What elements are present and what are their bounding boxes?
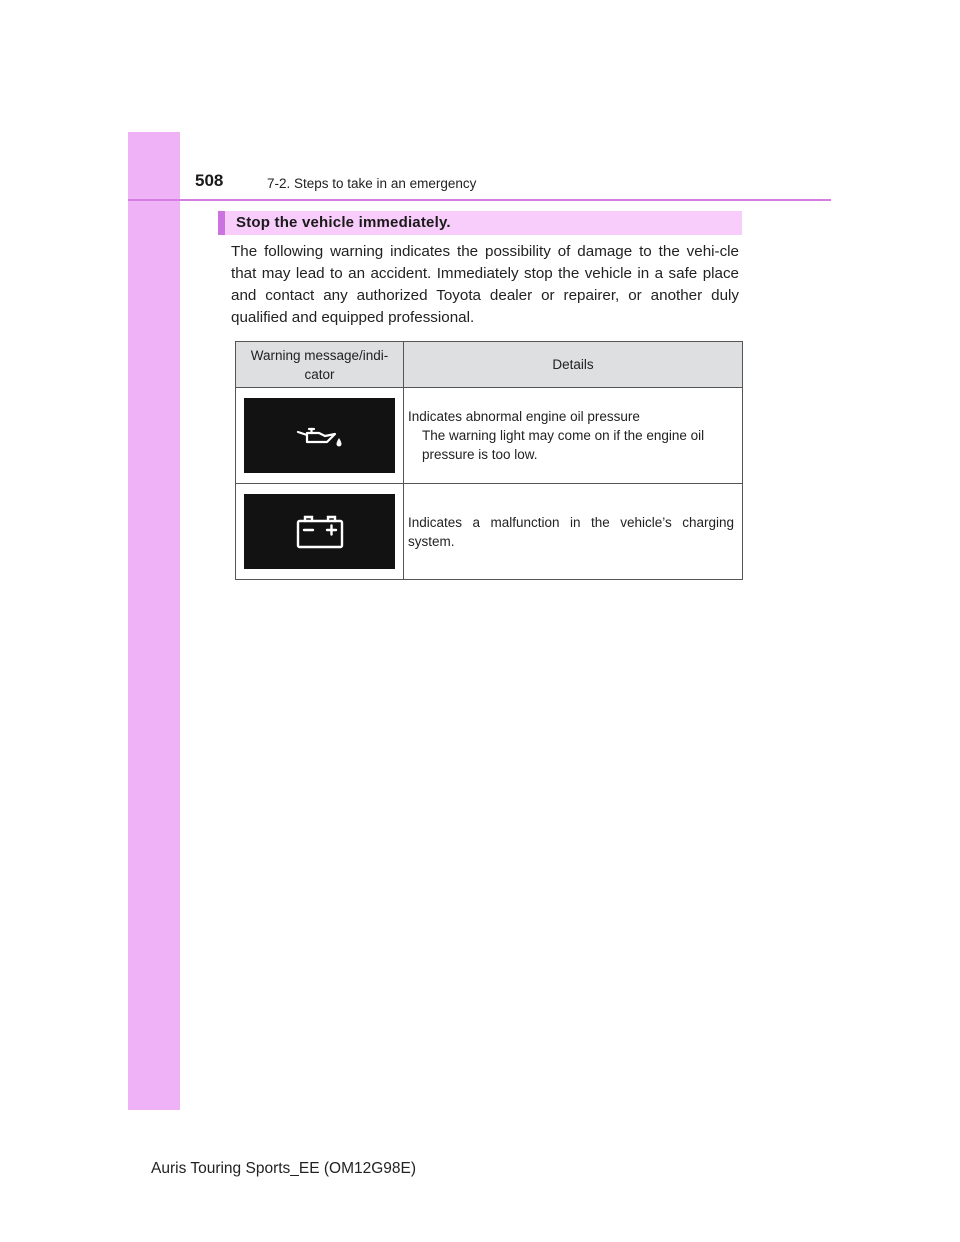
- table-header-indicator: Warning message/indi-cator: [236, 342, 404, 388]
- section-header: 7-2. Steps to take in an emergency: [267, 176, 477, 191]
- detail-note: The warning light may come on if the engine oil pressure is too low.: [422, 428, 705, 462]
- detail-text: Indicates abnormal engine oil pressure: [408, 409, 640, 424]
- footer-model-code: Auris Touring Sports_EE (OM12G98E): [151, 1160, 417, 1177]
- charging-system-warning-icon: [244, 494, 395, 569]
- page-number: 508: [195, 171, 224, 190]
- table-header-row: [236, 342, 743, 388]
- warning-table: [235, 341, 743, 580]
- header-rule: [128, 199, 831, 201]
- details-cell: [404, 388, 743, 484]
- indicator-cell: [236, 388, 404, 484]
- body-paragraph: The following warning indicates the possibility of damage to the vehi-cle that may lead to an accident. Immediately stop the vehicle in a safe place and contact any authorized Toyota dealer or repairer, or another duly qualified and equipped professional.: [231, 243, 739, 326]
- callout-title: Stop the vehicle immediately.: [236, 214, 451, 231]
- table-row: [236, 484, 743, 580]
- table-row: [236, 388, 743, 484]
- callout-box: [218, 211, 742, 235]
- oil-pressure-warning-icon: [244, 398, 395, 473]
- side-strip: [128, 132, 180, 1110]
- details-cell: [404, 484, 743, 580]
- table-header-details: Details: [404, 342, 743, 388]
- indicator-cell: [236, 484, 404, 580]
- detail-text: Indicates a malfunction in the vehicle’s charging system.: [408, 514, 734, 549]
